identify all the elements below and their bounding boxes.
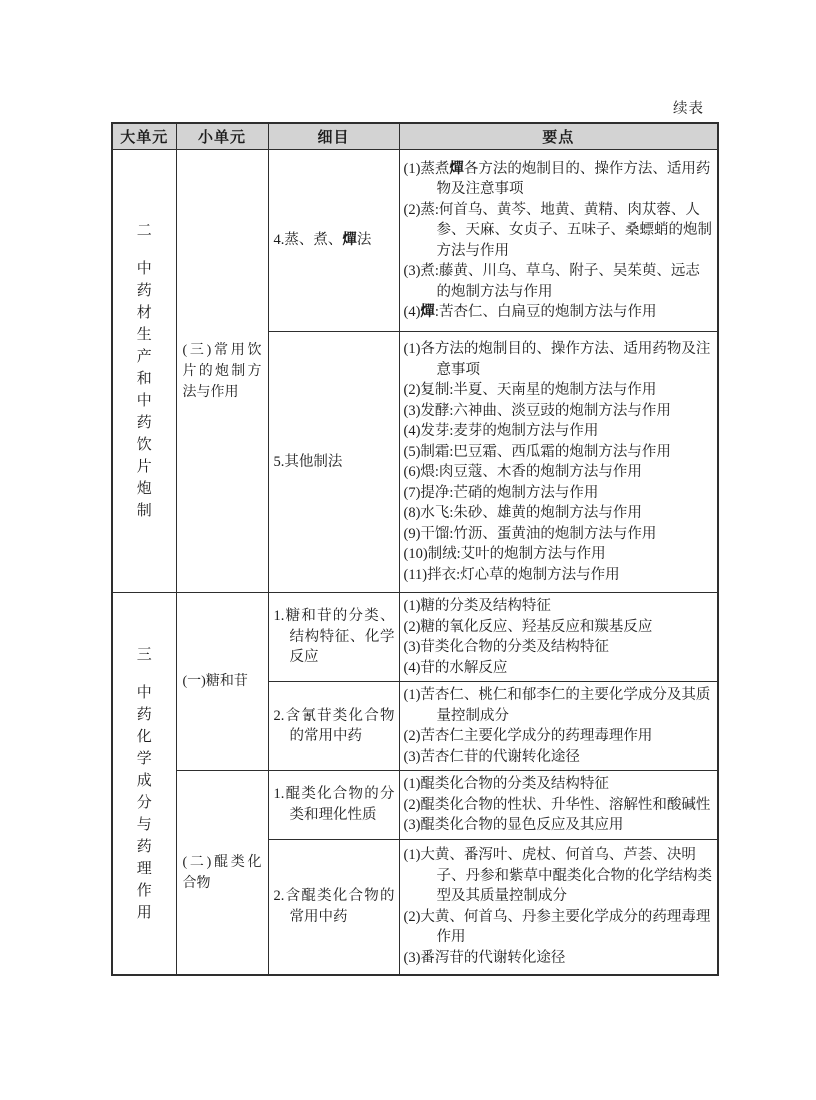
- minor-unit-cell: [176, 771, 268, 976]
- key-point: (2)糖的氧化反应、羟基反应和羰基反应: [403, 618, 653, 635]
- keypoints-cell: [399, 332, 718, 593]
- key-point: (1)蒸煮燀各方法的炮制目的、操作方法、适用药物及注意事项: [403, 160, 711, 197]
- key-point: (6)煨:肉豆蔻、木香的炮制方法与作用: [403, 464, 642, 480]
- keypoints-cell: [399, 771, 718, 840]
- key-point: (2)大黄、何首乌、丹参主要化学成分的药理毒理作用: [403, 908, 711, 946]
- col-header-detail: 细目: [268, 123, 399, 150]
- key-point: (2)蒸:何首乌、黄芩、地黄、黄精、肉苁蓉、人参、天麻、女贞子、五味子、桑螵蛸的炮制方法与作用: [403, 201, 712, 259]
- keypoints-cell: [399, 682, 718, 771]
- detail-item: 1.糖和苷的分类、结构特征、化学反应: [273, 608, 395, 666]
- col-header-major-unit: 大单元: [112, 123, 176, 150]
- detail-cell: [268, 332, 399, 593]
- detail-cell: [268, 593, 399, 682]
- key-point: (8)水飞:朱砂、雄黄的炮制方法与作用: [403, 505, 642, 521]
- key-point: (9)干馏:竹沥、蛋黄油的炮制方法与作用: [403, 525, 657, 542]
- key-point: (3)煮:藤黄、川乌、草乌、附子、吴茱萸、远志的炮制方法与作用: [403, 263, 700, 300]
- key-point: (11)拌衣:灯心草的炮制方法与作用: [403, 566, 620, 583]
- major-unit-cell-2: [112, 150, 176, 593]
- minor-unit-cell: [176, 593, 268, 771]
- key-point: (2)醌类化合物的性状、升华性、溶解性和酸碱性: [403, 796, 711, 813]
- key-point: (3)苷类化合物的分类及结构特征: [403, 639, 609, 655]
- key-point: (7)提净:芒硝的炮制方法与作用: [403, 484, 599, 501]
- key-point: (3)发酵:六神曲、淡豆豉的炮制方法与作用: [403, 402, 671, 419]
- table-row: [112, 771, 718, 840]
- keypoints-cell: [399, 839, 718, 975]
- minor-unit-name: (一)糖和苷: [182, 674, 248, 689]
- detail-item: 5.其他制法: [273, 453, 343, 470]
- key-point: (3)苦杏仁苷的代谢转化途径: [403, 748, 580, 765]
- detail-item: 1.醌类化合物的分类和理化性质: [273, 786, 395, 823]
- key-point: (5)制霜:巴豆霜、西瓜霜的炮制方法与作用: [403, 443, 671, 460]
- detail-cell: [268, 682, 399, 771]
- key-point: (4)燀:苦杏仁、白扁豆的炮制方法与作用: [403, 304, 657, 320]
- key-point: (2)苦杏仁主要化学成分的药理毒理作用: [403, 728, 653, 744]
- detail-cell: [268, 150, 399, 332]
- table-row: [112, 593, 718, 682]
- major-unit-number: 三: [136, 646, 152, 663]
- detail-cell: [268, 839, 399, 975]
- key-point: (1)大黄、番泻叶、虎杖、何首乌、芦荟、决明子、丹参和紫草中醌类化合物的化学结构类型及其质量控制成分: [403, 847, 712, 905]
- key-point: (1)苦杏仁、桃仁和郁李仁的主要化学成分及其质量控制成分: [403, 687, 711, 724]
- key-point: (2)复制:半夏、天南星的炮制方法与作用: [403, 382, 657, 398]
- detail-item: 2.含氰苷类化合物的常用中药: [273, 707, 395, 744]
- col-header-minor-unit: 小单元: [176, 123, 268, 150]
- minor-unit-name: (二)醌类化合物: [182, 854, 262, 891]
- key-point: (1)醌类化合物的分类及结构特征: [403, 776, 609, 792]
- key-point: (1)糖的分类及结构特征: [403, 598, 551, 614]
- major-unit-title-vertical: 中药材生产和中药饮片炮制: [136, 261, 152, 519]
- major-unit-title-vertical: 中药化学成分与药理作用: [136, 684, 152, 921]
- major-unit-number: 二: [136, 223, 152, 239]
- syllabus-table: [111, 122, 719, 976]
- key-point: (4)发芽:麦芽的炮制方法与作用: [403, 423, 599, 439]
- table-header-row: [112, 123, 718, 150]
- key-point: (3)醌类化合物的显色反应及其应用: [403, 817, 624, 833]
- continued-table-label: 续表: [673, 101, 704, 117]
- key-point: (10)制绒:艾叶的炮制方法与作用: [403, 546, 606, 562]
- major-unit-cell-3: [112, 593, 176, 976]
- detail-item: 4.蒸、煮、燀法: [273, 232, 372, 249]
- detail-item: 2.含醌类化合物的常用中药: [273, 888, 395, 925]
- minor-unit-cell: [176, 150, 268, 593]
- col-header-keypoints: 要点: [399, 123, 718, 150]
- table-row: [112, 150, 718, 332]
- keypoints-cell: [399, 593, 718, 682]
- keypoints-cell: [399, 150, 718, 332]
- key-point: (1)各方法的炮制目的、操作方法、适用药物及注意事项: [403, 341, 711, 378]
- key-point: (4)苷的水解反应: [403, 659, 508, 676]
- minor-unit-name: (三)常用饮片的炮制方法与作用: [182, 342, 262, 400]
- detail-cell: [268, 771, 399, 840]
- key-point: (3)番泻苷的代谢转化途径: [403, 949, 566, 966]
